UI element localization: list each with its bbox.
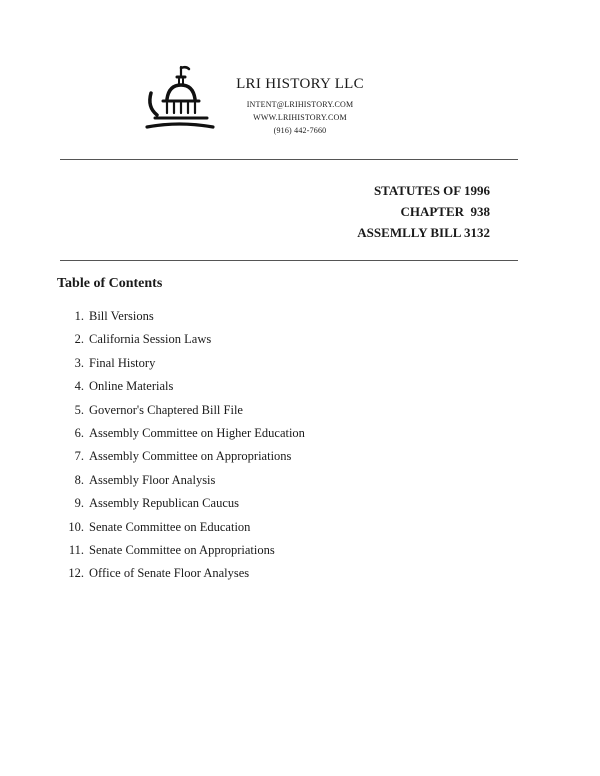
toc-item-label: Senate Committee on Appropriations bbox=[89, 542, 275, 557]
toc-item bbox=[60, 305, 305, 328]
toc-item-number: 9. bbox=[74, 496, 84, 511]
toc-item-number: 10. bbox=[68, 519, 84, 534]
statute-year: STATUTES OF 1996 bbox=[373, 183, 490, 198]
toc-item-label: California Session Laws bbox=[89, 332, 212, 347]
toc-item bbox=[60, 445, 305, 468]
statute-divider bbox=[60, 260, 518, 261]
toc-item bbox=[60, 539, 305, 562]
toc-item-number: 7. bbox=[74, 449, 84, 464]
toc-item-label: Final History bbox=[89, 355, 156, 370]
toc-item bbox=[60, 328, 305, 351]
toc-item-label: Assembly Republican Caucus bbox=[89, 496, 239, 511]
toc-item-number: 2. bbox=[74, 332, 84, 347]
toc-item bbox=[60, 352, 305, 375]
statute-chapter: CHAPTER 938 bbox=[400, 204, 490, 219]
toc-title: Table of Contents bbox=[57, 276, 163, 291]
company-name: LRI HISTORY LLC bbox=[236, 76, 364, 92]
toc-item-label: Governor's Chaptered Bill File bbox=[89, 402, 243, 417]
toc-item-label: Online Materials bbox=[89, 379, 174, 394]
toc-item-label: Assembly Committee on Appropriations bbox=[89, 449, 292, 464]
toc-item-number: 11. bbox=[68, 542, 84, 557]
toc-item-label: Assembly Committee on Higher Education bbox=[89, 425, 305, 440]
company-email: INTENT@LRIHISTORY.COM bbox=[246, 100, 354, 109]
header-divider bbox=[60, 159, 518, 160]
toc-item-label: Senate Committee on Education bbox=[89, 519, 251, 534]
toc-item-number: 12. bbox=[68, 566, 84, 581]
toc-item bbox=[60, 469, 305, 492]
toc-item-number: 1. bbox=[74, 309, 84, 323]
statute-block bbox=[357, 180, 490, 243]
toc-item bbox=[60, 399, 305, 422]
capitol-dome-icon bbox=[143, 63, 215, 139]
toc-item-number: 5. bbox=[74, 402, 84, 417]
toc-item bbox=[60, 492, 305, 515]
toc-item-label: Assembly Floor Analysis bbox=[89, 472, 216, 487]
toc-item-number: 8. bbox=[74, 472, 84, 487]
toc-item-label: Office of Senate Floor Analyses bbox=[89, 566, 250, 581]
company-header bbox=[220, 76, 380, 135]
toc-item bbox=[60, 375, 305, 398]
toc-list bbox=[60, 305, 305, 586]
toc-item-label: Bill Versions bbox=[89, 309, 154, 323]
company-phone: (916) 442-7660 bbox=[273, 126, 327, 135]
toc-item-number: 3. bbox=[74, 355, 84, 370]
toc-item-number: 6. bbox=[74, 425, 84, 440]
toc-item bbox=[60, 516, 305, 539]
company-website: WWW.LRIHISTORY.COM bbox=[253, 113, 347, 122]
toc-item-number: 4. bbox=[74, 379, 84, 394]
statute-bill: ASSEMLLY BILL 3132 bbox=[357, 225, 490, 240]
toc-item bbox=[60, 562, 305, 585]
toc-item bbox=[60, 422, 305, 445]
